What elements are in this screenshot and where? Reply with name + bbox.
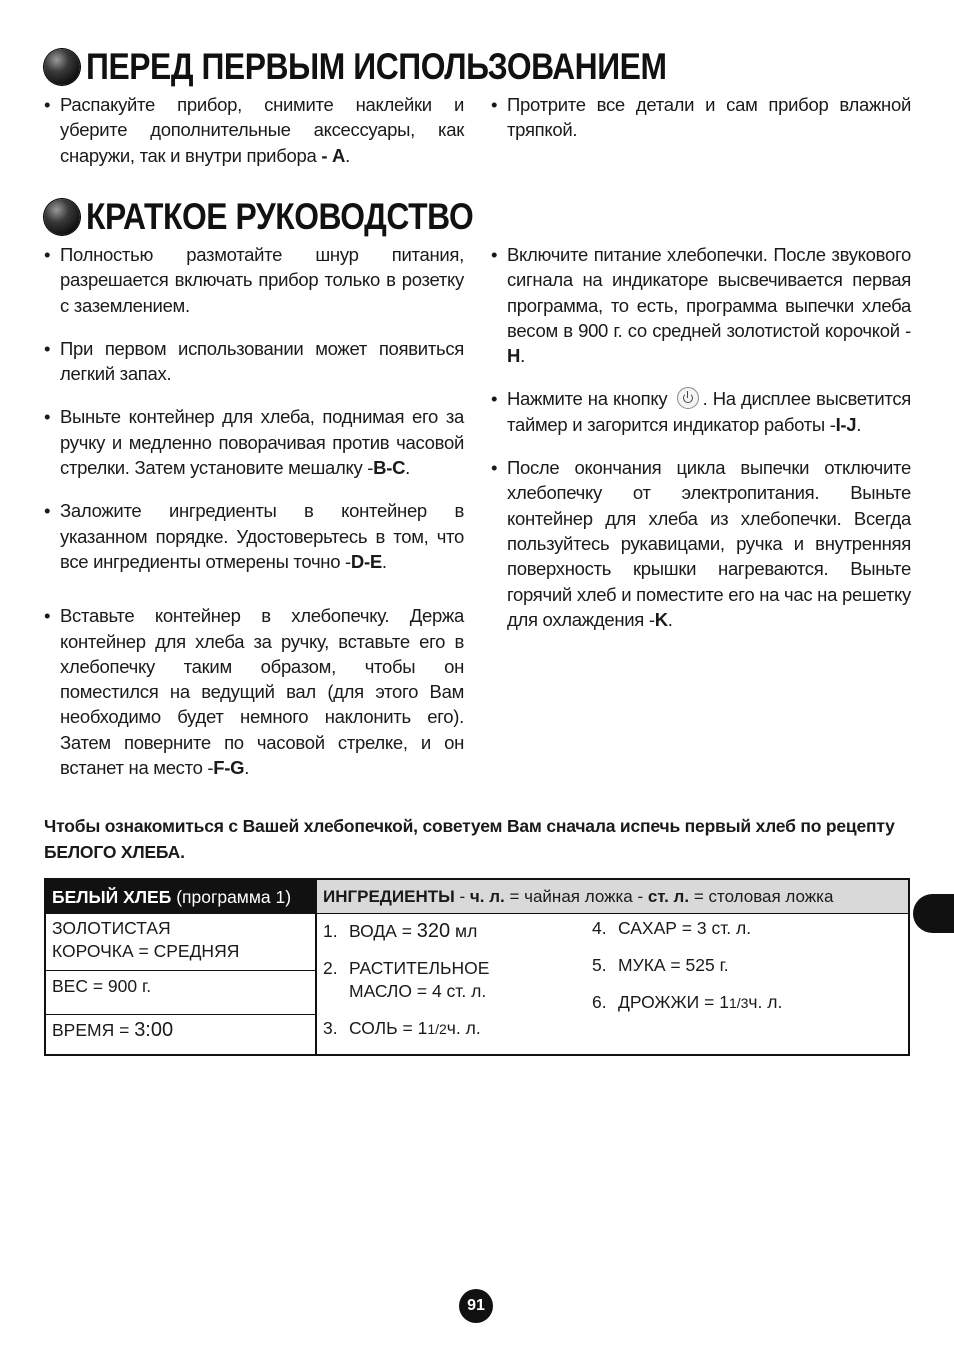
row-divider bbox=[46, 970, 315, 971]
column-divider bbox=[315, 914, 317, 1054]
ball-icon bbox=[44, 49, 80, 85]
section-tab-marker bbox=[913, 894, 954, 933]
section2-left-column bbox=[44, 242, 464, 798]
list-item: • Нажмите на кнопку . На дисплее высветится таймер и загорится индикатор работы -I-J. bbox=[491, 388, 912, 435]
ingredient-item: 6. ДРОЖЖИ = 11/3ч. л. bbox=[592, 992, 783, 1012]
ball-icon bbox=[44, 199, 80, 235]
section2-right-column bbox=[491, 242, 911, 650]
ingredient-item: 1. ВОДА = 320 мл bbox=[323, 920, 478, 942]
list-item: • При первом использовании может появиться легкий запах. bbox=[44, 337, 464, 385]
list-item: • Протрите все детали и сам прибор влажной тряпкой. bbox=[491, 94, 911, 141]
list-item: • Заложите ингредиенты в контейнер в указанном порядке. Удостоверьтесь в том, что все ингредиенты отмерены точно -D-E. bbox=[44, 500, 464, 572]
power-button-icon bbox=[677, 387, 699, 409]
section-heading-quick-guide bbox=[44, 196, 536, 238]
program-header: БЕЛЫЙ ХЛЕБ (программа 1) bbox=[46, 880, 315, 914]
list-item: • Вставьте контейнер в хлебопечку. Держа контейнер для хлеба за ручку, вставьте его в хлебопечку таким образом, чтобы он поместился на ведущий вал (для этого Вам необходимо будет немного наклонить его). Затем поверните по часовой стрелке, и он встанет на место -F-G. bbox=[44, 605, 464, 779]
list-item: • Выньте контейнер для хлеба, поднимая его за ручку и медленно поворачивая против часовой стрелки. Затем установите мешалку -B-C. bbox=[44, 406, 464, 479]
ingredient-item: 4. САХАР = 3 ст. л. bbox=[592, 918, 752, 938]
list-item: • Включите питание хлебопечки. После звукового сигнала на индикаторе высвечивается первая программа, то есть, программа выпечки хлеба весом в 900 г. со средней золотистой корочкой -H. bbox=[491, 244, 911, 367]
list-item: • Полностью размотайте шнур питания, разрешается включать прибор только в розетку с заземлением. bbox=[44, 244, 464, 316]
ingredient-item: 2. РАСТИТЕЛЬНОЕ МАСЛО = 4 ст. л. bbox=[323, 958, 490, 1001]
ingredients-header: ИНГРЕДИЕНТЫ - ч. л. = чайная ложка - ст. л. = столовая ложка bbox=[315, 880, 908, 914]
section1-left-column bbox=[44, 92, 464, 186]
list-item: • После окончания цикла выпечки отключите хлебопечку от электропитания. Выньте контейнер для хлеба из хлебопечки. Всегда пользуйтесь рукавицами, ручка и внутренняя поверхность крышки нагреваются. Выньте горячий хлеб и поместите его на час на решетку для охлаждения -K. bbox=[491, 457, 911, 630]
time-cell: ВРЕМЯ = 3:00 bbox=[52, 1019, 174, 1041]
ingredient-item: 5. МУКА = 525 г. bbox=[592, 955, 729, 975]
heading-text: КРАТКОЕ РУКОВОДСТВО bbox=[86, 196, 474, 237]
page-number: 91 bbox=[459, 1289, 493, 1323]
ingredient-item: 3. СОЛЬ = 11/2ч. л. bbox=[323, 1018, 481, 1038]
weight-cell: ВЕС = 900 г. bbox=[52, 976, 152, 996]
heading-text: ПЕРЕД ПЕРВЫМ ИСПОЛЬЗОВАНИЕМ bbox=[86, 46, 667, 87]
section-heading-before-first-use bbox=[44, 46, 761, 88]
section1-right-column bbox=[491, 92, 911, 161]
list-item: • Распакуйте прибор, снимите наклейки и уберите дополнительные аксессуары, как снаружи, так и внутри прибора - A. bbox=[44, 94, 464, 166]
advice-text: Чтобы ознакомиться с Вашей хлебопечкой, советуем Вам сначала испечь первый хлеб по рецепту БЕЛОГО ХЛЕБА. bbox=[44, 816, 895, 862]
recipe-table bbox=[44, 878, 910, 1056]
crust-cell: ЗОЛОТИСТАЯ КОРОЧКА = СРЕДНЯЯ bbox=[52, 918, 240, 961]
row-divider bbox=[46, 1014, 315, 1015]
